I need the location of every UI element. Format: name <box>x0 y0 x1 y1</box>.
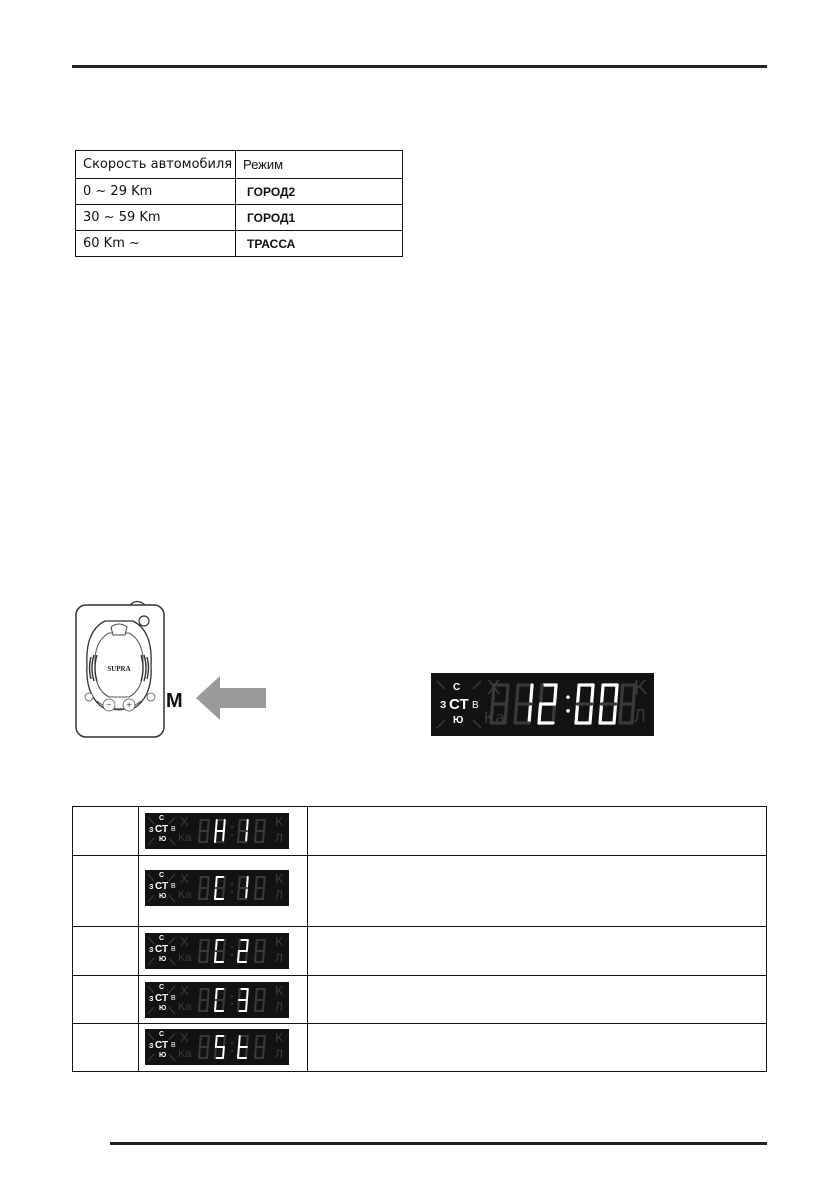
x-band-indicator: X <box>487 677 501 699</box>
ka-band-indicator: Ka <box>484 708 505 727</box>
lcd-segment-off <box>256 1036 257 1047</box>
lcd-segment-on <box>247 877 248 888</box>
ka-band-indicator: Ka <box>178 1001 192 1013</box>
l-band-indicator: Л <box>275 831 283 845</box>
lcd-segment-off <box>200 989 201 1000</box>
mode-cell: ГОРОД1 <box>236 205 403 231</box>
lcd-segment-off <box>200 940 201 951</box>
mode-description <box>308 856 767 927</box>
lcd-segment-off <box>505 704 507 723</box>
lcd-display-small <box>145 813 289 849</box>
lcd-segment-off <box>246 951 247 962</box>
lcd-segment-on <box>215 951 216 962</box>
east-indicator: В <box>171 883 176 890</box>
table-row <box>73 807 767 856</box>
svg-text:+: + <box>126 701 132 709</box>
ka-band-indicator: Ka <box>178 889 192 901</box>
device-brand-logo: SUPRA <box>107 665 131 673</box>
lcd-segment-on <box>223 831 224 842</box>
lcd-segment-off <box>517 685 519 704</box>
south-indicator: Ю <box>453 715 464 726</box>
east-indicator: В <box>171 826 176 833</box>
k-band-indicator: K <box>634 677 648 699</box>
lcd-segment-off <box>264 940 265 951</box>
lcd-segment-on <box>216 877 217 888</box>
lcd-segment-off <box>207 1047 208 1058</box>
lcd-segment-on <box>216 989 217 1000</box>
lcd-segment-off <box>199 1047 200 1058</box>
lcd-segment-off <box>239 940 240 951</box>
l-band-indicator: Л <box>275 951 283 965</box>
lcd-segment-off <box>553 704 555 723</box>
lcd-segment-on <box>616 685 618 704</box>
lcd-segment-on <box>216 1036 217 1047</box>
l-band-indicator: Л <box>275 888 283 902</box>
lcd-segment-on <box>592 685 594 704</box>
lcd-segment-on <box>247 989 248 1000</box>
south-indicator: Ю <box>159 893 167 900</box>
north-indicator: С <box>159 1031 165 1038</box>
lcd-colon-dot <box>231 834 233 836</box>
lcd-segment-off <box>224 989 225 1000</box>
k-band-indicator: K <box>275 1030 284 1045</box>
x-band-indicator: X <box>180 814 189 829</box>
lcd-segment-on <box>238 1047 239 1058</box>
lcd-segment-off <box>264 989 265 1000</box>
arrow-left-icon <box>196 676 266 720</box>
x-band-indicator: X <box>180 983 189 998</box>
lcd-segment-on <box>246 888 247 899</box>
mode-code-readout <box>145 870 146 871</box>
lcd-segment-off <box>263 888 264 899</box>
lcd-segment-off <box>264 820 265 831</box>
lcd-segment-off <box>263 831 264 842</box>
lcd-segment-off <box>224 1036 225 1047</box>
lcd-segment-on <box>215 888 216 899</box>
mode-cell: ТРАССА <box>236 231 403 257</box>
st-indicator: СТ <box>155 944 169 955</box>
lcd-colon-dot <box>231 946 233 948</box>
lcd-segment-off <box>199 888 200 899</box>
west-indicator: З <box>149 947 154 954</box>
west-indicator: З <box>149 827 154 834</box>
lcd-segment-off <box>255 951 256 962</box>
x-band-indicator: X <box>180 934 189 949</box>
lcd-segment-off <box>263 1047 264 1058</box>
x-band-indicator: X <box>180 1030 189 1045</box>
lcd-segment-on <box>246 1000 247 1011</box>
lcd-segment-off <box>223 888 224 899</box>
lcd-segment-off <box>208 989 209 1000</box>
lcd-segment-off <box>207 888 208 899</box>
north-indicator: С <box>159 935 165 942</box>
table-row <box>73 1024 767 1072</box>
west-indicator: З <box>149 1043 154 1050</box>
lcd-segment-off <box>200 820 201 831</box>
lcd-segment-on <box>224 820 225 831</box>
lcd-segment-off <box>621 685 622 704</box>
lcd-segment-on <box>223 1047 224 1058</box>
east-indicator: В <box>472 700 479 711</box>
lcd-segment-on <box>216 820 217 831</box>
st-indicator: СТ <box>155 1040 169 1051</box>
lcd-display-small <box>145 1029 289 1065</box>
lcd-segment-off <box>515 704 517 723</box>
lcd-segment-off <box>256 820 257 831</box>
speed-header: Скорость автомобиля <box>76 151 236 179</box>
lcd-segment-off <box>208 940 209 951</box>
lcd-colon-dot <box>566 695 570 699</box>
lcd-segment-on <box>215 831 216 842</box>
l-band-indicator: Л <box>275 1000 283 1014</box>
lcd-segment-on <box>238 951 239 962</box>
mode-description <box>308 927 767 976</box>
lcd-colon-dot <box>231 1050 233 1052</box>
m-button-label: M <box>166 690 183 712</box>
west-indicator: З <box>149 996 154 1003</box>
lcd-display-small <box>145 982 289 1018</box>
k-band-indicator: K <box>275 814 284 829</box>
lcd-segment-on <box>246 831 247 842</box>
lcd-segment-off <box>208 877 209 888</box>
lcd-segment-on <box>247 820 248 831</box>
lcd-segment-off <box>255 1047 256 1058</box>
footer-rule <box>110 1142 767 1145</box>
table-row <box>73 856 767 927</box>
lcd-segment-off <box>541 685 543 704</box>
lcd-segment-on <box>215 1000 216 1011</box>
lcd-display-small <box>145 870 289 906</box>
st-indicator: СТ <box>449 696 469 713</box>
lcd-segment-on <box>576 704 578 723</box>
north-indicator: С <box>159 984 165 991</box>
lcd-segment-off <box>215 1047 216 1058</box>
east-indicator: В <box>171 995 176 1002</box>
lcd-segment-off <box>223 951 224 962</box>
lcd-segment-off <box>238 831 239 842</box>
lcd-segment-on <box>600 704 602 723</box>
south-indicator: Ю <box>159 1052 167 1059</box>
east-indicator: В <box>171 946 176 953</box>
lcd-segment-off <box>264 1036 265 1047</box>
lcd-colon-dot <box>231 954 233 956</box>
lcd-segment-off <box>256 989 257 1000</box>
lcd-segment-off <box>207 951 208 962</box>
modes-table <box>72 806 767 1072</box>
east-indicator: В <box>171 1042 176 1049</box>
lcd-segment-off <box>255 831 256 842</box>
ka-band-indicator: Ka <box>178 1048 192 1060</box>
mode-code-readout <box>145 813 146 814</box>
lcd-segment-off <box>238 1000 239 1011</box>
lcd-segment-off <box>246 1047 247 1058</box>
lcd-segment-off <box>263 1000 264 1011</box>
table-row <box>73 927 767 976</box>
lcd-segment-off <box>264 877 265 888</box>
lcd-segment-on <box>529 704 531 723</box>
lcd-segment-off <box>263 951 264 962</box>
lcd-segment-off <box>224 877 225 888</box>
speed-cell: 60 Km ~ <box>76 231 236 257</box>
speed-cell: 0 ~ 29 Km <box>76 179 236 205</box>
lcd-segment-on <box>614 704 616 723</box>
lcd-segment-off <box>238 888 239 899</box>
lcd-colon-dot <box>231 891 233 893</box>
south-indicator: Ю <box>159 1005 167 1012</box>
north-indicator: С <box>159 872 165 879</box>
l-band-indicator: Л <box>275 1047 283 1061</box>
lcd-segment-off <box>256 940 257 951</box>
lcd-segment-on <box>578 685 580 704</box>
lcd-segment-on <box>539 704 541 723</box>
table-row <box>76 231 403 257</box>
x-band-indicator: X <box>180 871 189 886</box>
lcd-segment-on <box>590 704 592 723</box>
lcd-colon-dot <box>231 883 233 885</box>
lcd-segment-off <box>255 1000 256 1011</box>
west-indicator: З <box>440 700 447 711</box>
st-indicator: СТ <box>155 824 169 835</box>
lcd-segment-on <box>531 685 533 704</box>
lcd-colon-dot <box>566 709 570 713</box>
lcd-segment-off <box>255 888 256 899</box>
lcd-segment-off <box>239 989 240 1000</box>
table-row <box>73 976 767 1024</box>
lcd-segment-off <box>207 1000 208 1011</box>
mode-description <box>308 807 767 856</box>
table-row <box>76 179 403 205</box>
lcd-segment-off <box>208 1036 209 1047</box>
lcd-segment-off <box>199 951 200 962</box>
lcd-segment-off <box>507 685 509 704</box>
lcd-segment-on <box>216 940 217 951</box>
lcd-colon-dot <box>231 826 233 828</box>
l-band-indicator: Л <box>634 706 646 726</box>
lcd-segment-off <box>223 1000 224 1011</box>
speed-cell: 30 ~ 59 Km <box>76 205 236 231</box>
k-band-indicator: K <box>275 934 284 949</box>
lcd-segment-off <box>207 831 208 842</box>
table-row <box>76 205 403 231</box>
lcd-segment-on <box>247 940 248 951</box>
mode-code-readout <box>145 933 146 934</box>
sensor-icon <box>139 616 149 626</box>
lcd-segment-off <box>239 820 240 831</box>
lcd-colon-dot <box>231 995 233 997</box>
ka-band-indicator: Ka <box>178 832 192 844</box>
header-rule <box>72 65 767 68</box>
lcd-segment-on <box>239 1036 240 1047</box>
south-indicator: Ю <box>159 956 167 963</box>
south-indicator: Ю <box>159 836 167 843</box>
lcd-segment-off <box>239 877 240 888</box>
lcd-display-small <box>145 933 289 969</box>
lcd-segment-off <box>247 1036 248 1047</box>
k-band-indicator: K <box>275 983 284 998</box>
north-indicator: С <box>453 682 461 693</box>
st-indicator: СТ <box>155 881 169 892</box>
clock-readout <box>431 673 432 674</box>
mode-cell: ГОРОД2 <box>236 179 403 205</box>
lcd-segment-off <box>200 1036 201 1047</box>
lcd-segment-on <box>602 685 604 704</box>
k-band-indicator: K <box>275 871 284 886</box>
lcd-segment-off <box>620 704 621 723</box>
mode-description <box>308 1024 767 1072</box>
mode-description <box>308 976 767 1024</box>
lcd-segment-off <box>208 820 209 831</box>
lcd-colon-dot <box>231 1042 233 1044</box>
lcd-colon-dot <box>231 1003 233 1005</box>
lcd-segment-off <box>199 1000 200 1011</box>
mode-code-readout <box>145 982 146 983</box>
mode-code-readout <box>145 1029 146 1030</box>
lcd-segment-off <box>224 940 225 951</box>
table-header-row <box>76 151 403 179</box>
mode-header: Режим <box>236 151 403 179</box>
north-indicator: С <box>159 815 165 822</box>
radar-detector-device <box>75 597 165 739</box>
lcd-display-clock <box>431 673 654 736</box>
ka-band-indicator: Ka <box>178 952 192 964</box>
lcd-segment-off <box>200 877 201 888</box>
lcd-segment-on <box>555 685 557 704</box>
speed-mode-table <box>75 150 403 257</box>
west-indicator: З <box>149 884 154 891</box>
st-indicator: СТ <box>155 993 169 1004</box>
lcd-segment-off <box>256 877 257 888</box>
svg-text:−: − <box>106 701 112 709</box>
lcd-segment-off <box>199 831 200 842</box>
